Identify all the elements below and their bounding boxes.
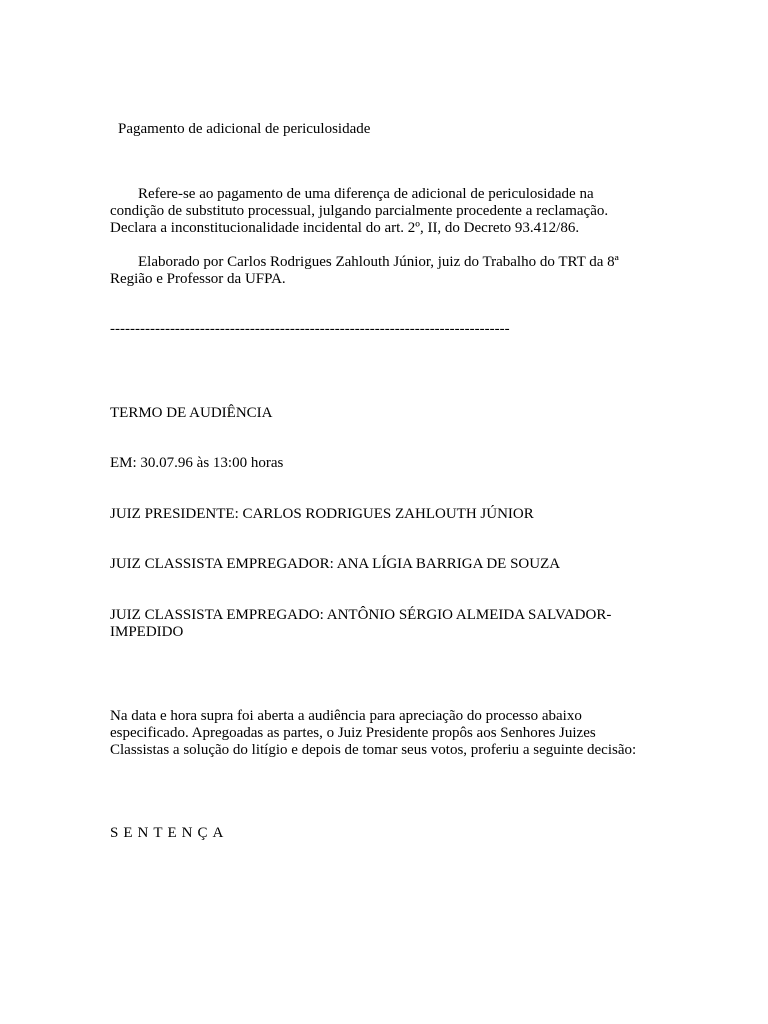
author-line: Região e Professor da UFPA. — [110, 271, 286, 287]
juiz-empregado-line: JUIZ CLASSISTA EMPREGADO: ANTÔNIO SÉRGIO ALMEIDA SALVADOR- — [110, 607, 612, 623]
juiz-classista-empregado — [110, 607, 670, 641]
audiencia-line: Classistas a solução do litígio e depois de tomar seus votos, proferiu a seguinte decisão: — [110, 742, 637, 758]
sentenca-heading: SENTENÇA — [110, 825, 229, 841]
summary-line: Declara a inconstitucionalidade incidental do art. 2º, II, do Decreto 93.412/86. — [110, 220, 580, 236]
em-line: EM: 30.07.96 às 13:00 horas — [110, 455, 284, 471]
juiz-presidente: JUIZ PRESIDENTE: CARLOS RODRIGUES ZAHLOUTH JÚNIOR — [110, 506, 534, 522]
juiz-empregado-line: IMPEDIDO — [110, 624, 184, 640]
summary-paragraph — [110, 186, 670, 237]
author-line: Elaborado por Carlos Rodrigues Zahlouth Júnior, juiz do Trabalho do TRT da 8ª — [138, 254, 619, 270]
audiencia-line: especificado. Apregoadas as partes, o Juiz Presidente propôs aos Senhores Juizes — [110, 725, 596, 741]
document-title: Pagamento de adicional de periculosidade — [118, 121, 371, 137]
audiencia-line: Na data e hora supra foi aberta a audiência para apreciação do processo abaixo — [110, 708, 582, 724]
juiz-classista-empregador: JUIZ CLASSISTA EMPREGADOR: ANA LÍGIA BARRIGA DE SOUZA — [110, 556, 561, 572]
summary-line: condição de substituto processual, julgando parcialmente procedente a reclamação. — [110, 203, 609, 219]
author-paragraph — [110, 254, 670, 288]
separator-line: -------------------------------------------------------------------------------- — [110, 321, 510, 337]
summary-line: Refere-se ao pagamento de uma diferença de adicional de periculosidade na — [138, 186, 594, 202]
audiencia-paragraph — [110, 708, 670, 759]
termo-heading: TERMO DE AUDIÊNCIA — [110, 405, 273, 421]
